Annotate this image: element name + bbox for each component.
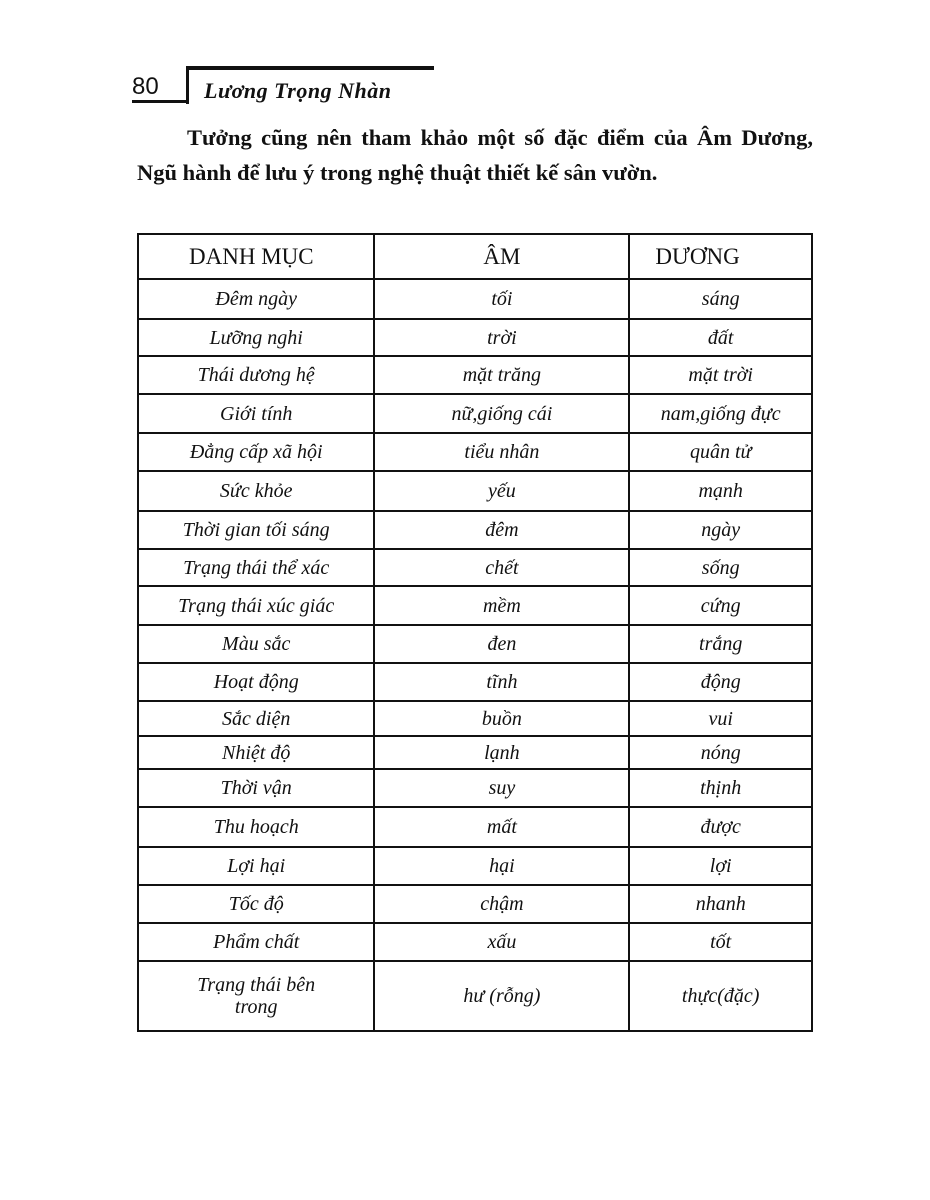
am-cell: chậm <box>374 885 629 923</box>
duong-cell: tốt <box>629 923 812 961</box>
duong-cell: trắng <box>629 625 812 663</box>
table-row <box>138 586 812 625</box>
column-header-duong: DƯƠNG <box>629 234 812 279</box>
category-cell: Trạng thái bên trong <box>138 961 374 1031</box>
duong-cell: sống <box>629 549 812 586</box>
header-rule <box>186 66 434 70</box>
category-cell: Màu sắc <box>138 625 374 663</box>
am-cell: hư (rỗng) <box>374 961 629 1031</box>
table-row <box>138 511 812 549</box>
category-cell: Tốc độ <box>138 885 374 923</box>
duong-cell: thực(đặc) <box>629 961 812 1031</box>
am-cell: mềm <box>374 586 629 625</box>
duong-cell: nhanh <box>629 885 812 923</box>
table-row <box>138 356 812 394</box>
duong-cell: nam,giống đực <box>629 394 812 433</box>
category-cell: Thu hoạch <box>138 807 374 847</box>
category-cell: Thời vận <box>138 769 374 807</box>
duong-cell: thịnh <box>629 769 812 807</box>
column-header-category: DANH MỤC <box>138 234 374 279</box>
am-cell: tiểu nhân <box>374 433 629 471</box>
table-row <box>138 663 812 701</box>
duong-cell: đất <box>629 319 812 356</box>
category-cell: Đẳng cấp xã hội <box>138 433 374 471</box>
am-cell: hại <box>374 847 629 885</box>
duong-cell: được <box>629 807 812 847</box>
intro-paragraph: Tưởng cũng nên tham khảo một số đặc điểm của Âm Dương, Ngũ hành để lưu ý trong nghệ thuật thiết kế sân vườn. <box>137 125 813 185</box>
category-cell: Sắc diện <box>138 701 374 736</box>
duong-cell: ngày <box>629 511 812 549</box>
table-row <box>138 923 812 961</box>
category-cell: Hoạt động <box>138 663 374 701</box>
am-cell: nữ,giống cái <box>374 394 629 433</box>
category-cell: Sức khỏe <box>138 471 374 511</box>
category-cell: Trạng thái xúc giác <box>138 586 374 625</box>
category-cell: Thời gian tối sáng <box>138 511 374 549</box>
table-row <box>138 433 812 471</box>
duong-cell: sáng <box>629 279 812 319</box>
am-cell: mặt trăng <box>374 356 629 394</box>
category-cell: Lưỡng nghi <box>138 319 374 356</box>
table-row <box>138 394 812 433</box>
table-row <box>138 701 812 736</box>
category-cell: Đêm ngày <box>138 279 374 319</box>
am-duong-table <box>137 233 813 1032</box>
am-cell: xấu <box>374 923 629 961</box>
page-number: 80 <box>132 74 188 103</box>
column-header-am: ÂM <box>374 234 629 279</box>
table-row <box>138 549 812 586</box>
am-cell: chết <box>374 549 629 586</box>
duong-cell: quân tử <box>629 433 812 471</box>
am-cell: lạnh <box>374 736 629 769</box>
duong-cell: mặt trời <box>629 356 812 394</box>
table-row <box>138 961 812 1031</box>
table-row <box>138 847 812 885</box>
table-row <box>138 769 812 807</box>
duong-cell: mạnh <box>629 471 812 511</box>
category-cell: Trạng thái thể xác <box>138 549 374 586</box>
table-row <box>138 471 812 511</box>
duong-cell: cứng <box>629 586 812 625</box>
duong-cell: nóng <box>629 736 812 769</box>
am-cell: mất <box>374 807 629 847</box>
category-cell: Thái dương hệ <box>138 356 374 394</box>
duong-cell: động <box>629 663 812 701</box>
category-cell: Lợi hại <box>138 847 374 885</box>
am-cell: trời <box>374 319 629 356</box>
category-cell: Nhiệt độ <box>138 736 374 769</box>
category-cell: Giới tính <box>138 394 374 433</box>
am-cell: đêm <box>374 511 629 549</box>
duong-cell: vui <box>629 701 812 736</box>
am-cell: suy <box>374 769 629 807</box>
am-cell: tối <box>374 279 629 319</box>
table-header-row <box>138 234 812 279</box>
table-row <box>138 807 812 847</box>
table-row <box>138 279 812 319</box>
table-row <box>138 625 812 663</box>
table-row <box>138 736 812 769</box>
duong-cell: lợi <box>629 847 812 885</box>
am-cell: buồn <box>374 701 629 736</box>
table-row <box>138 885 812 923</box>
am-cell: tĩnh <box>374 663 629 701</box>
header-rule-vertical <box>186 66 189 104</box>
table-row <box>138 319 812 356</box>
am-cell: đen <box>374 625 629 663</box>
category-cell: Phẩm chất <box>138 923 374 961</box>
running-header-author: Lương Trọng Nhàn <box>204 78 392 103</box>
am-cell: yếu <box>374 471 629 511</box>
